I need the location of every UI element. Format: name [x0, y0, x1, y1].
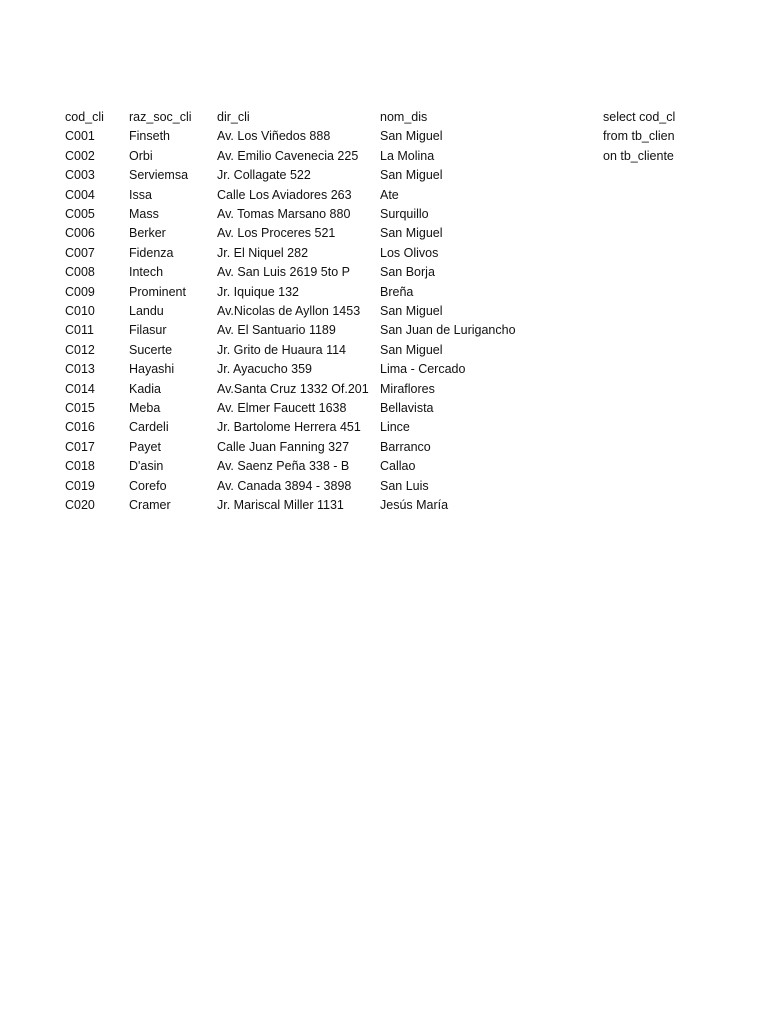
- cell-raz-soc-cli[interactable]: Kadia: [129, 381, 161, 396]
- cell-raz-soc-cli[interactable]: Issa: [129, 187, 152, 202]
- cell-cod-cli[interactable]: C016: [65, 420, 95, 435]
- sql-line: select cod_cl: [603, 110, 676, 124]
- cell-dir-cli[interactable]: Av.Nicolas de Ayllon 1453: [217, 304, 361, 318]
- cell-dir-cli[interactable]: Av. Los Proceres 521: [217, 226, 336, 241]
- cell-dir-cli[interactable]: Av. San Luis 2619 5to P: [217, 265, 350, 280]
- cell-cod-cli[interactable]: C001: [65, 129, 95, 144]
- header-cod-cli[interactable]: cod_cli: [65, 110, 104, 124]
- cell-nom-dis[interactable]: San Juan de Lurigancho: [380, 323, 516, 338]
- cell-raz-soc-cli[interactable]: Mass: [129, 207, 159, 221]
- cell-dir-cli[interactable]: Av. Emilio Cavenecia 225: [217, 148, 359, 163]
- cell-nom-dis[interactable]: Miraflores: [380, 381, 435, 396]
- table-row: [0, 477, 768, 496]
- cell-cod-cli[interactable]: C018: [65, 459, 95, 474]
- header-raz-soc-cli[interactable]: raz_soc_cli: [129, 110, 192, 124]
- cell-nom-dis[interactable]: Los Olivos: [380, 245, 439, 260]
- table-row: [0, 127, 768, 146]
- cell-cod-cli[interactable]: C006: [65, 226, 95, 241]
- cell-dir-cli[interactable]: Av. Canada 3894 - 3898: [217, 478, 352, 493]
- cell-raz-soc-cli[interactable]: Prominent: [129, 284, 186, 299]
- cell-cod-cli[interactable]: C009: [65, 284, 95, 299]
- cell-nom-dis[interactable]: Ate: [380, 187, 399, 202]
- cell-nom-dis[interactable]: Barranco: [380, 439, 431, 454]
- cell-dir-cli[interactable]: Av. Los Viñedos 888: [217, 129, 331, 144]
- cell-raz-soc-cli[interactable]: Serviemsa: [129, 168, 189, 183]
- cell-cod-cli[interactable]: C013: [65, 362, 95, 377]
- cell-dir-cli[interactable]: Calle Juan Fanning 327: [217, 439, 350, 454]
- cell-cod-cli[interactable]: C020: [65, 498, 95, 512]
- cell-dir-cli[interactable]: Jr. Collagate 522: [217, 168, 311, 183]
- cell-nom-dis[interactable]: San Miguel: [380, 342, 443, 357]
- cell-cod-cli[interactable]: C019: [65, 478, 95, 493]
- cell-nom-dis[interactable]: San Borja: [380, 265, 435, 280]
- cell-dir-cli[interactable]: Jr. Iquique 132: [217, 284, 300, 299]
- cell-nom-dis[interactable]: San Luis: [380, 478, 429, 493]
- cell-dir-cli[interactable]: Av. Saenz Peña 338 - B: [217, 459, 350, 474]
- cell-raz-soc-cli[interactable]: Filasur: [129, 323, 167, 338]
- cell-dir-cli[interactable]: Av.Santa Cruz 1332 Of.201: [217, 381, 369, 396]
- table-row: [0, 263, 768, 282]
- table-row: [0, 283, 768, 302]
- table-row: [0, 224, 768, 243]
- cell-raz-soc-cli[interactable]: Orbi: [129, 148, 153, 163]
- cell-nom-dis[interactable]: La Molina: [380, 148, 435, 163]
- table-row: [0, 186, 768, 205]
- cell-cod-cli[interactable]: C002: [65, 148, 95, 163]
- cell-dir-cli[interactable]: Av. Tomas Marsano 880: [217, 207, 351, 221]
- sql-line: on tb_cliente: [603, 148, 674, 163]
- cell-raz-soc-cli[interactable]: Corefo: [129, 478, 167, 493]
- cell-raz-soc-cli[interactable]: Fidenza: [129, 245, 174, 260]
- header-nom-dis[interactable]: nom_dis: [380, 110, 428, 124]
- cell-raz-soc-cli[interactable]: Berker: [129, 226, 166, 241]
- cell-cod-cli[interactable]: C017: [65, 439, 95, 454]
- table-row: [0, 302, 768, 321]
- sql-line: from tb_clien: [603, 129, 675, 144]
- cell-cod-cli[interactable]: C011: [65, 323, 94, 338]
- cell-nom-dis[interactable]: Lima - Cercado: [380, 362, 466, 377]
- cell-cod-cli[interactable]: C015: [65, 401, 95, 415]
- table-row: [0, 418, 768, 437]
- cell-dir-cli[interactable]: Jr. El Niquel 282: [217, 245, 309, 260]
- cell-nom-dis[interactable]: Callao: [380, 459, 416, 474]
- cell-dir-cli[interactable]: Jr. Grito de Huaura 114: [217, 342, 347, 357]
- cell-cod-cli[interactable]: C008: [65, 265, 95, 280]
- table-row: [0, 399, 768, 418]
- cell-cod-cli[interactable]: C010: [65, 304, 95, 318]
- cell-raz-soc-cli[interactable]: Cramer: [129, 498, 171, 512]
- cell-nom-dis[interactable]: San Miguel: [380, 129, 443, 144]
- cell-raz-soc-cli[interactable]: Intech: [129, 265, 164, 280]
- table-row: [0, 244, 768, 263]
- cell-nom-dis[interactable]: Surquillo: [380, 207, 429, 221]
- cell-cod-cli[interactable]: C014: [65, 381, 95, 396]
- cell-nom-dis[interactable]: San Miguel: [380, 226, 443, 241]
- cell-dir-cli[interactable]: Calle Los Aviadores 263: [217, 187, 352, 202]
- cell-cod-cli[interactable]: C007: [65, 245, 95, 260]
- cell-nom-dis[interactable]: Jesús María: [380, 498, 449, 512]
- table-row: [0, 360, 768, 379]
- table-row: [0, 166, 768, 185]
- table-row: [0, 205, 768, 224]
- cell-cod-cli[interactable]: C003: [65, 168, 95, 183]
- cell-nom-dis[interactable]: Breña: [380, 284, 414, 299]
- cell-cod-cli[interactable]: C004: [65, 187, 95, 202]
- cell-raz-soc-cli[interactable]: Cardeli: [129, 420, 169, 435]
- cell-nom-dis[interactable]: San Miguel: [380, 304, 443, 318]
- cell-raz-soc-cli[interactable]: Landu: [129, 304, 164, 318]
- cell-raz-soc-cli[interactable]: Hayashi: [129, 362, 175, 377]
- table-row: [0, 438, 768, 457]
- cell-raz-soc-cli[interactable]: Finseth: [129, 129, 170, 144]
- table-row: [0, 380, 768, 399]
- table-row: [0, 457, 768, 476]
- table-row: [0, 147, 768, 166]
- cell-cod-cli[interactable]: C005: [65, 207, 95, 221]
- table-row: [0, 341, 768, 360]
- table-row: [0, 321, 768, 340]
- cell-dir-cli[interactable]: Av. Elmer Faucett 1638: [217, 401, 347, 415]
- table-row: [0, 496, 768, 515]
- cell-dir-cli[interactable]: Jr. Bartolome Herrera 451: [217, 420, 361, 435]
- cell-nom-dis[interactable]: Bellavista: [380, 401, 434, 415]
- header-dir-cli[interactable]: dir_cli: [217, 110, 250, 124]
- cell-raz-soc-cli[interactable]: Payet: [129, 439, 161, 454]
- cell-nom-dis[interactable]: Lince: [380, 420, 410, 435]
- cell-raz-soc-cli[interactable]: Sucerte: [129, 342, 173, 357]
- cell-raz-soc-cli[interactable]: D'asin: [129, 459, 164, 474]
- cell-dir-cli[interactable]: Jr. Mariscal Miller 1131: [217, 498, 344, 512]
- cell-cod-cli[interactable]: C012: [65, 342, 95, 357]
- cell-raz-soc-cli[interactable]: Meba: [129, 401, 161, 415]
- cell-nom-dis[interactable]: San Miguel: [380, 168, 443, 183]
- cell-dir-cli[interactable]: Jr. Ayacucho 359: [217, 362, 312, 377]
- cell-dir-cli[interactable]: Av. El Santuario 1189: [217, 323, 336, 338]
